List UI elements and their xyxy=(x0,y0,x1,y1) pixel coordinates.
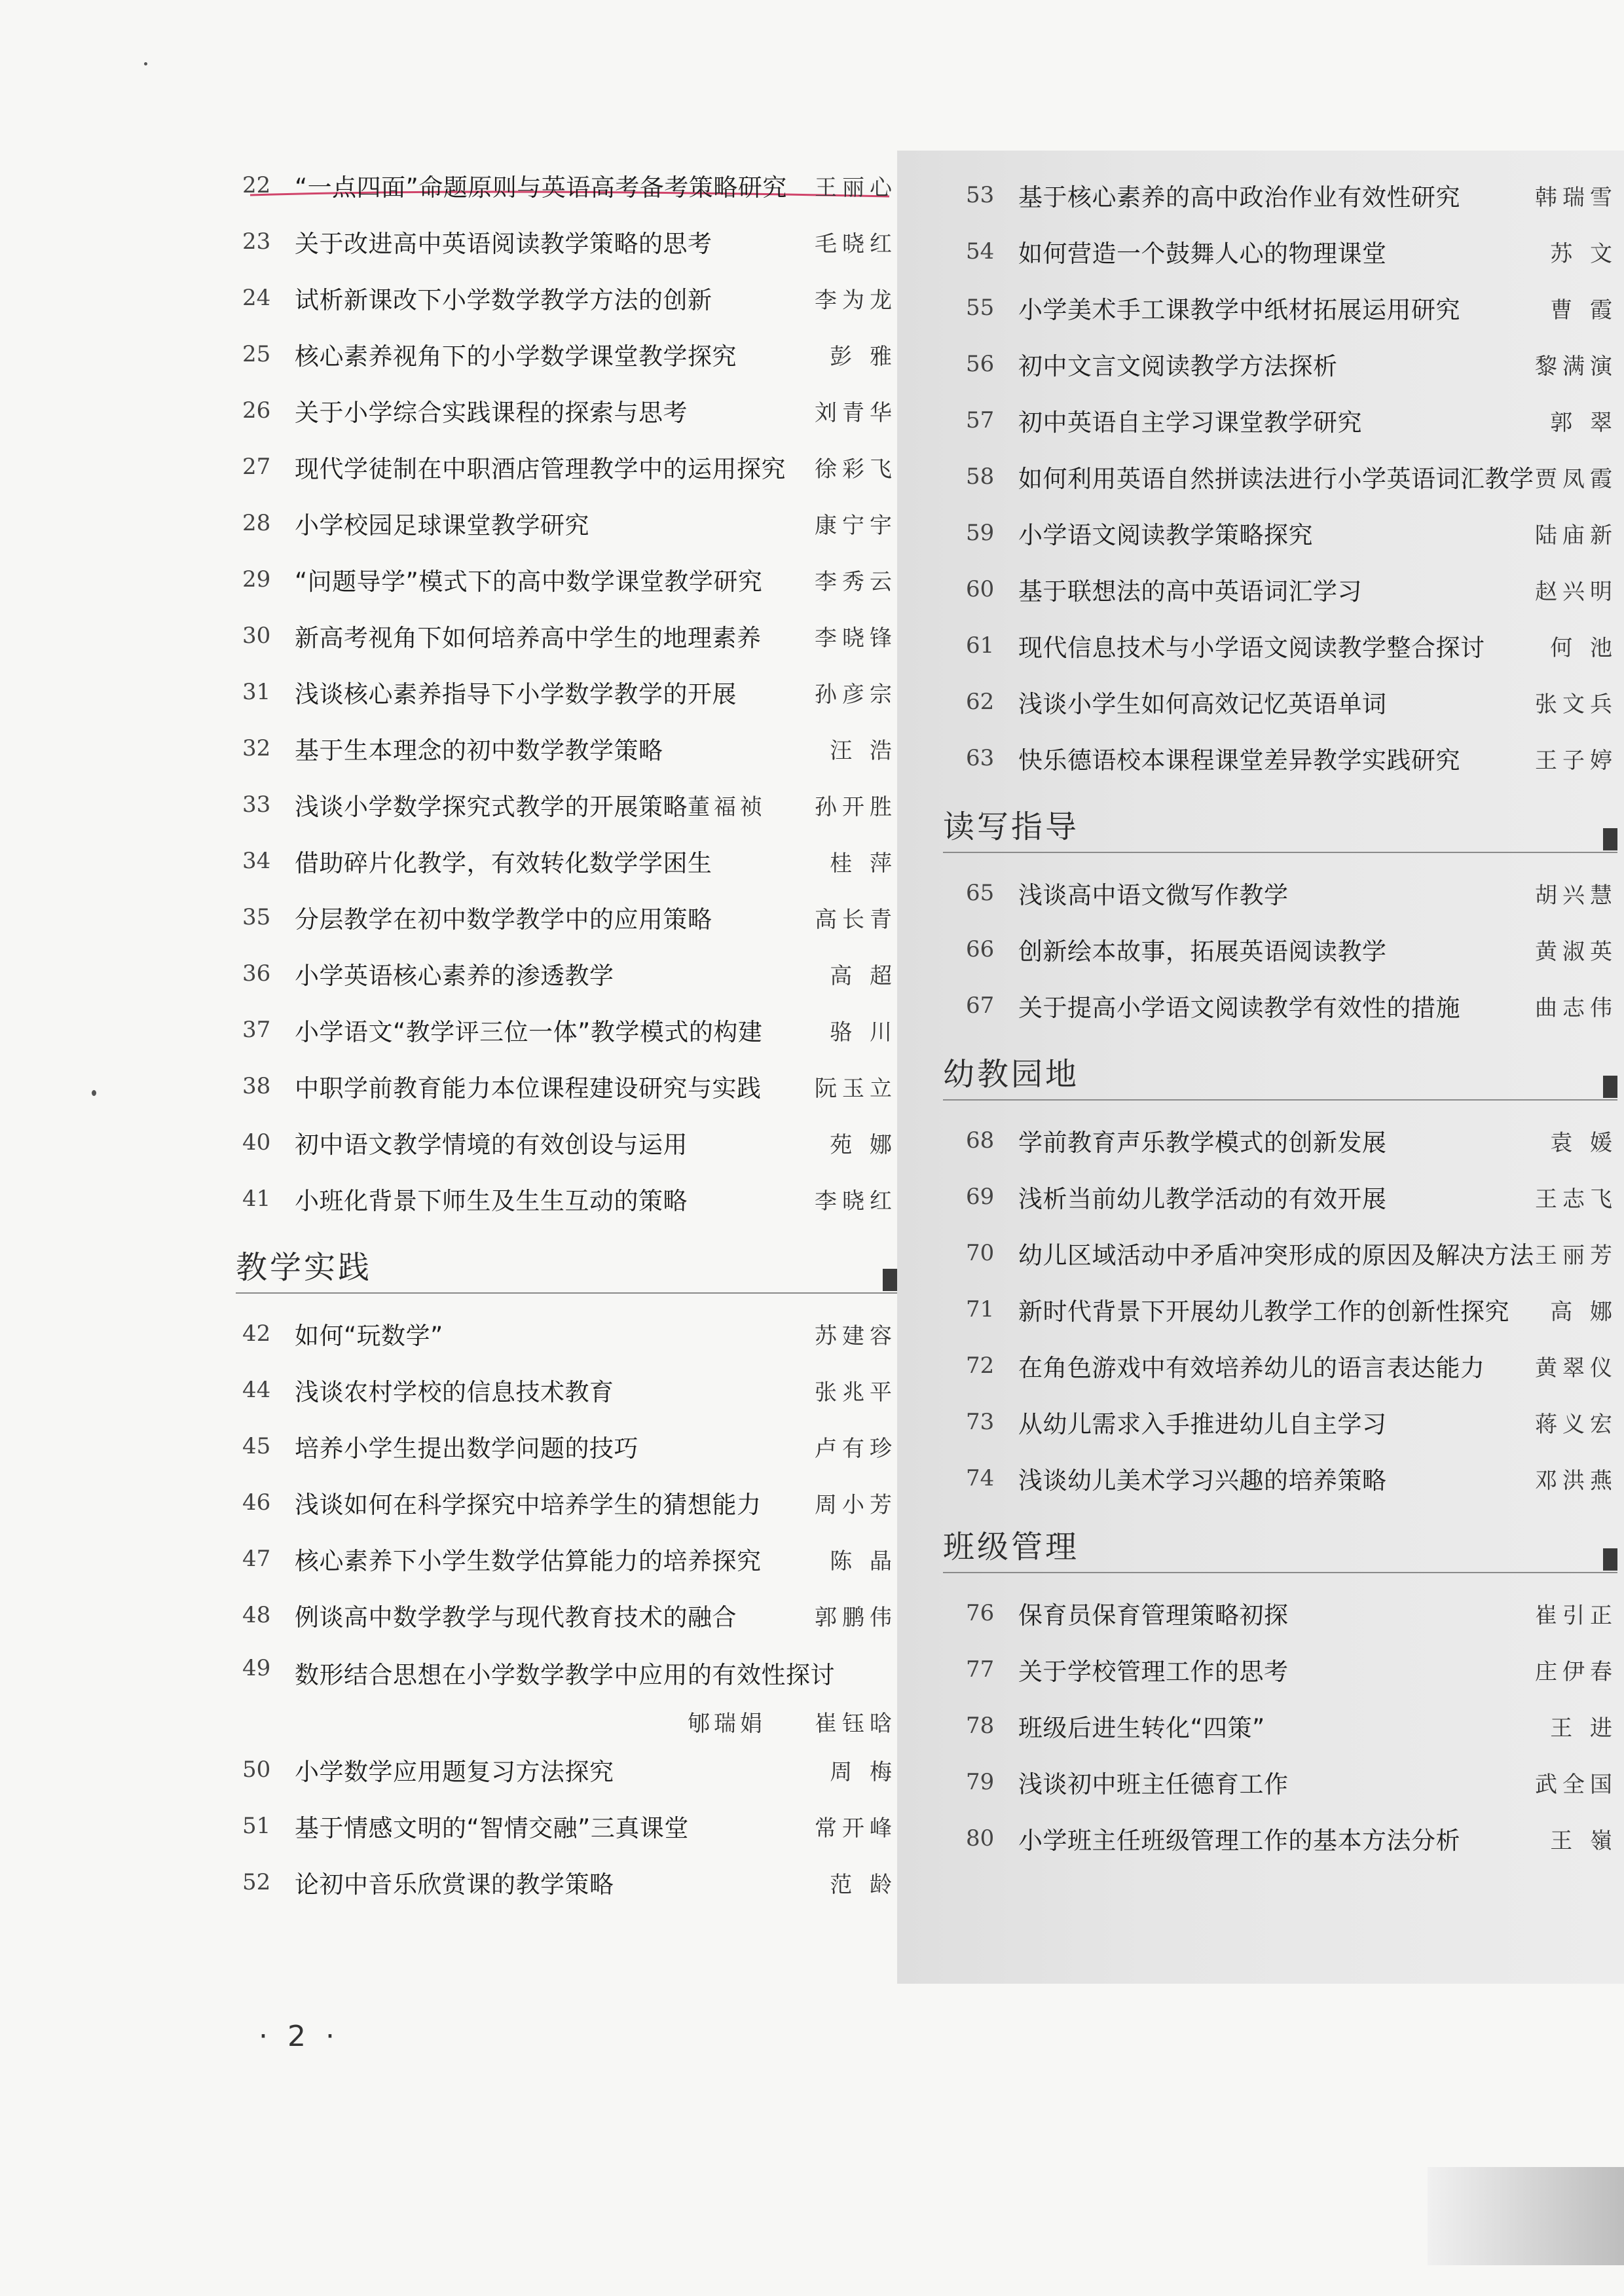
entry-author: 周小芳 xyxy=(815,1491,897,1518)
toc-entry[interactable] xyxy=(223,1171,897,1227)
entry-page-number: 44 xyxy=(242,1377,271,1403)
entry-page-number: 50 xyxy=(242,1757,271,1783)
toc-entry[interactable] xyxy=(930,1641,1617,1698)
toc-entry[interactable] xyxy=(223,1114,897,1171)
toc-entry[interactable] xyxy=(223,1531,897,1587)
entry-author: 崔钰晗 xyxy=(815,1711,897,1737)
toc-entry[interactable] xyxy=(223,945,897,1002)
entry-title: 核心素养视角下的小学数学课堂教学探究 xyxy=(295,342,737,371)
toc-entry[interactable] xyxy=(930,1281,1617,1338)
toc-entry[interactable] xyxy=(223,495,897,551)
toc-entry[interactable] xyxy=(223,1741,897,1798)
entry-page-number: 74 xyxy=(966,1465,995,1491)
entry-author: 桂 萍 xyxy=(830,850,897,877)
entry-author: 毛晓红 xyxy=(815,230,897,257)
toc-entry[interactable] xyxy=(223,1854,897,1910)
entry-author: 张文兵 xyxy=(1535,691,1617,718)
toc-entry[interactable] xyxy=(223,270,897,326)
entry-author: 武全国 xyxy=(1535,1771,1617,1798)
toc-entry[interactable] xyxy=(930,1698,1617,1754)
entry-page-number: 55 xyxy=(966,295,995,321)
toc-entry[interactable] xyxy=(223,439,897,495)
entry-title: 基于生本理念的初中数学教学策略 xyxy=(295,737,663,765)
scan-speck xyxy=(92,1090,96,1096)
toc-entry[interactable] xyxy=(223,1305,897,1362)
section-title: 教学实践 xyxy=(236,1249,373,1286)
toc-entry[interactable] xyxy=(223,1587,897,1643)
entry-page-number: 31 xyxy=(242,679,271,705)
toc-entry[interactable] xyxy=(930,1585,1617,1641)
entry-page-number: 62 xyxy=(966,689,995,715)
entry-author: 王 嶺 xyxy=(1550,1827,1617,1854)
entry-page-number: 38 xyxy=(242,1073,271,1099)
entry-page-number: 46 xyxy=(242,1489,271,1516)
entry-page-number: 65 xyxy=(966,880,995,906)
entry-page-number: 69 xyxy=(966,1184,995,1210)
entry-title: 幼儿区域活动中矛盾冲突形成的原因及解决方法 xyxy=(1018,1241,1534,1269)
toc-entry[interactable] xyxy=(930,392,1617,448)
entry-author: 周 梅 xyxy=(830,1758,897,1785)
section-marker xyxy=(1603,828,1617,850)
entry-author: 黄翠仪 xyxy=(1535,1355,1617,1381)
entry-page-number: 29 xyxy=(242,566,271,592)
toc-entry[interactable] xyxy=(930,921,1617,977)
entry-coauthor: 郇瑞娟 xyxy=(688,1711,766,1737)
toc-entry[interactable] xyxy=(930,448,1617,505)
entry-title: 创新绘本故事，拓展英语阅读教学 xyxy=(1018,938,1387,966)
toc-list-teaching xyxy=(223,1305,897,1910)
toc-entry[interactable] xyxy=(930,1225,1617,1281)
toc-list-preschool xyxy=(930,1112,1617,1506)
entry-author: 阮玉立 xyxy=(815,1075,897,1102)
toc-entry[interactable] xyxy=(930,977,1617,1034)
toc-entry[interactable] xyxy=(930,336,1617,392)
entry-title: 借助碎片化教学，有效转化数学学困生 xyxy=(295,849,712,877)
toc-entry[interactable] xyxy=(930,1112,1617,1169)
toc-entry[interactable] xyxy=(223,1418,897,1474)
entry-author: 孙开胜 xyxy=(815,793,897,820)
entry-title: 快乐德语校本课程课堂差异教学实践研究 xyxy=(1018,746,1460,774)
entry-author: 卢有珍 xyxy=(815,1435,897,1462)
entry-title: 小学班主任班级管理工作的基本方法分析 xyxy=(1018,1827,1460,1855)
entry-author: 刘青华 xyxy=(815,399,897,426)
entry-page-number: 68 xyxy=(966,1127,995,1154)
toc-entry[interactable] xyxy=(930,674,1617,730)
page-number: · 2 · xyxy=(259,2020,340,2053)
toc-entry[interactable] xyxy=(930,1450,1617,1506)
entry-page-number: 54 xyxy=(966,238,995,264)
entry-title: 关于小学综合实践课程的探索与思考 xyxy=(295,399,688,427)
entry-author: 赵兴明 xyxy=(1535,578,1617,605)
entry-author: 苑 娜 xyxy=(830,1131,897,1158)
section-header-teaching xyxy=(223,1227,897,1305)
entry-author: 王 进 xyxy=(1550,1715,1617,1741)
entry-page-number: 35 xyxy=(242,904,271,930)
toc-list-reading xyxy=(930,865,1617,1034)
entry-page-number: 57 xyxy=(966,407,995,433)
toc-entry[interactable] xyxy=(223,776,897,833)
entry-title: 关于学校管理工作的思考 xyxy=(1018,1658,1289,1686)
entry-page-number: 40 xyxy=(242,1129,271,1156)
entry-page-number: 28 xyxy=(242,510,271,536)
entry-page-number: 73 xyxy=(966,1409,995,1435)
toc-entry[interactable] xyxy=(930,1394,1617,1450)
toc-entry[interactable] xyxy=(223,608,897,664)
entry-page-number: 48 xyxy=(242,1602,271,1628)
entry-author: 高 娜 xyxy=(1550,1298,1617,1325)
entry-author: 胡兴慧 xyxy=(1535,882,1617,909)
toc-entry[interactable] xyxy=(930,223,1617,280)
entry-title: 基于情感文明的“智情交融”三真课堂 xyxy=(295,1814,689,1842)
section-title: 读写指导 xyxy=(943,809,1080,845)
section-marker xyxy=(883,1269,897,1291)
toc-entry[interactable] xyxy=(930,1338,1617,1394)
entry-title: 浅谈高中语文微写作教学 xyxy=(1018,881,1289,909)
entry-title: 小学英语核心素养的渗透教学 xyxy=(295,962,614,990)
entry-author: 陈 晶 xyxy=(830,1548,897,1575)
entry-page-number: 45 xyxy=(242,1433,271,1459)
entry-title: 初中英语自主学习课堂教学研究 xyxy=(1018,409,1362,437)
scan-edge-shadow xyxy=(1428,2167,1624,2265)
toc-entry[interactable] xyxy=(223,833,897,889)
entry-page-number: 49 xyxy=(242,1655,271,1681)
entry-author: 李为龙 xyxy=(815,287,897,314)
entry-title: 如何“玩数学” xyxy=(295,1322,443,1350)
entry-author: 徐彩飞 xyxy=(815,456,897,483)
entry-author: 王志飞 xyxy=(1535,1186,1617,1212)
entry-title: 基于联想法的高中英语词汇学习 xyxy=(1018,577,1362,606)
entry-author: 李晓红 xyxy=(815,1188,897,1214)
toc-left-column xyxy=(223,157,897,1910)
toc-entry[interactable] xyxy=(223,213,897,270)
entry-page-number: 53 xyxy=(966,182,995,208)
entry-title: 核心素养下小学生数学估算能力的培养探究 xyxy=(295,1547,762,1575)
entry-title: 如何利用英语自然拼读法进行小学英语词汇教学 xyxy=(1018,465,1534,493)
entry-author: 曲志伟 xyxy=(1535,994,1617,1021)
entry-author: 孙彦宗 xyxy=(815,681,897,708)
entry-title: 例谈高中数学教学与现代教育技术的融合 xyxy=(295,1603,737,1631)
entry-author: 崔引正 xyxy=(1535,1602,1617,1629)
entry-page-number: 56 xyxy=(966,351,995,377)
entry-page-number: 78 xyxy=(966,1713,995,1739)
toc-list-left-top xyxy=(223,157,897,1227)
entry-title: 学前教育声乐教学模式的创新发展 xyxy=(1018,1129,1387,1157)
entry-title: 小学语文阅读教学策略探究 xyxy=(1018,521,1313,549)
entry-page-number: 77 xyxy=(966,1656,995,1683)
entry-page-number: 76 xyxy=(966,1600,995,1626)
entry-author: 何 池 xyxy=(1550,634,1617,661)
entry-title: 浅谈如何在科学探究中培养学生的猜想能力 xyxy=(295,1491,762,1519)
entry-page-number: 80 xyxy=(966,1825,995,1851)
section-header-reading xyxy=(930,786,1617,865)
entry-page-number: 32 xyxy=(242,735,271,761)
toc-entry[interactable] xyxy=(223,1058,897,1114)
entry-author: 黎满演 xyxy=(1535,353,1617,380)
entry-author: 李晓锋 xyxy=(815,625,897,651)
toc-entry[interactable] xyxy=(223,1643,897,1741)
section-marker xyxy=(1603,1548,1617,1571)
entry-author: 蒋义宏 xyxy=(1535,1411,1617,1438)
entry-title: “问题导学”模式下的高中数学课堂教学研究 xyxy=(295,568,763,596)
toc-entry[interactable] xyxy=(930,617,1617,674)
entry-author: 范 龄 xyxy=(830,1871,897,1898)
entry-author: 王子婷 xyxy=(1535,747,1617,774)
entry-title: 基于核心素养的高中政治作业有效性研究 xyxy=(1018,183,1460,211)
entry-page-number: 23 xyxy=(242,228,271,255)
entry-author: 常开峰 xyxy=(815,1815,897,1842)
entry-title: 初中语文教学情境的有效创设与运用 xyxy=(295,1131,688,1159)
entry-title: 分层教学在初中数学教学中的应用策略 xyxy=(295,905,712,934)
entry-title: 小学语文“教学评三位一体”教学模式的构建 xyxy=(295,1018,763,1046)
entry-page-number: 37 xyxy=(242,1017,271,1043)
toc-entry[interactable] xyxy=(930,561,1617,617)
toc-entry[interactable] xyxy=(223,664,897,720)
entry-title: 初中文言文阅读教学方法探析 xyxy=(1018,352,1338,380)
entry-title: 班级后进生转化“四策” xyxy=(1018,1714,1265,1742)
toc-list-class xyxy=(930,1585,1617,1867)
entry-author: 高长青 xyxy=(815,906,897,933)
entry-title: “一点四面”命题原则与英语高考备考策略研究 xyxy=(295,173,787,202)
entry-title: 从幼儿需求入手推进幼儿自主学习 xyxy=(1018,1410,1387,1438)
section-title: 班级管理 xyxy=(943,1529,1080,1565)
entry-title: 小学美术手工课教学中纸材拓展运用研究 xyxy=(1018,296,1460,324)
entry-title: 浅谈小学生如何高效记忆英语单词 xyxy=(1018,690,1387,718)
entry-page-number: 71 xyxy=(966,1296,995,1322)
entry-page-number: 61 xyxy=(966,632,995,659)
toc-entry[interactable] xyxy=(930,280,1617,336)
entry-title: 小班化背景下师生及生生互动的策略 xyxy=(295,1187,688,1215)
entry-page-number: 51 xyxy=(242,1813,271,1839)
entry-page-number: 36 xyxy=(242,960,271,987)
entry-coauthor: 董福祯 xyxy=(688,793,766,820)
entry-title: 关于改进高中英语阅读教学策略的思考 xyxy=(295,230,712,258)
entry-title: 保育员保育管理策略初探 xyxy=(1018,1601,1289,1630)
entry-author: 邓洪燕 xyxy=(1535,1467,1617,1494)
entry-page-number: 63 xyxy=(966,745,995,771)
section-rule xyxy=(236,1292,897,1294)
toc-entry[interactable] xyxy=(223,326,897,382)
entry-title: 浅谈小学数学探究式教学的开展策略 xyxy=(295,793,688,821)
entry-title: 浅谈幼儿美术学习兴趣的培养策略 xyxy=(1018,1467,1387,1495)
entry-title: 论初中音乐欣赏课的教学策略 xyxy=(295,1870,614,1899)
entry-title: 浅谈核心素养指导下小学数学教学的开展 xyxy=(295,680,737,708)
entry-author: 汪 浩 xyxy=(830,737,897,764)
toc-entry[interactable] xyxy=(223,551,897,608)
entry-page-number: 66 xyxy=(966,936,995,962)
toc-entry[interactable] xyxy=(223,1798,897,1854)
entry-author: 陆庙新 xyxy=(1535,522,1617,549)
entry-title: 浅析当前幼儿教学活动的有效开展 xyxy=(1018,1185,1387,1213)
entry-title: 如何营造一个鼓舞人心的物理课堂 xyxy=(1018,240,1387,268)
toc-entry[interactable] xyxy=(930,1810,1617,1867)
section-rule xyxy=(943,1572,1617,1573)
entry-page-number: 52 xyxy=(242,1869,271,1895)
entry-page-number: 47 xyxy=(242,1546,271,1572)
entry-page-number: 72 xyxy=(966,1353,995,1379)
entry-page-number: 79 xyxy=(966,1769,995,1795)
toc-entry[interactable] xyxy=(223,889,897,945)
entry-page-number: 59 xyxy=(966,520,995,546)
entry-title: 数形结合思想在小学数学教学中应用的有效性探讨 xyxy=(295,1661,835,1689)
entry-page-number: 24 xyxy=(242,285,271,311)
entry-title: 小学数学应用题复习方法探究 xyxy=(295,1758,614,1786)
entry-page-number: 41 xyxy=(242,1186,271,1212)
entry-author: 李秀云 xyxy=(815,568,897,595)
toc-entry[interactable] xyxy=(223,1362,897,1418)
toc-entry[interactable] xyxy=(223,1474,897,1531)
entry-title: 培养小学生提出数学问题的技巧 xyxy=(295,1434,638,1463)
entry-page-number: 26 xyxy=(242,397,271,424)
toc-list-right-top xyxy=(930,167,1617,786)
entry-author: 苏建容 xyxy=(815,1322,897,1349)
entry-author: 韩瑞雪 xyxy=(1535,184,1617,211)
section-rule xyxy=(943,852,1617,853)
entry-author: 庄伊春 xyxy=(1535,1658,1617,1685)
section-header-preschool xyxy=(930,1034,1617,1112)
entry-title: 现代信息技术与小学语文阅读教学整合探讨 xyxy=(1018,634,1485,662)
entry-page-number: 67 xyxy=(966,993,995,1019)
toc-entry[interactable] xyxy=(930,167,1617,223)
entry-title: 现代学徒制在中职酒店管理教学中的运用探究 xyxy=(295,455,786,483)
entry-title: 新高考视角下如何培养高中学生的地理素养 xyxy=(295,624,762,652)
entry-page-number: 30 xyxy=(242,623,271,649)
toc-entry[interactable] xyxy=(930,865,1617,921)
entry-title: 试析新课改下小学数学教学方法的创新 xyxy=(295,286,712,314)
entry-title: 中职学前教育能力本位课程建设研究与实践 xyxy=(295,1074,762,1102)
entry-title: 浅谈农村学校的信息技术教育 xyxy=(295,1378,614,1406)
entry-page-number: 34 xyxy=(242,848,271,874)
entry-title: 新时代背景下开展幼儿教学工作的创新性探究 xyxy=(1018,1298,1509,1326)
entry-page-number: 25 xyxy=(242,341,271,367)
entry-author: 苏 文 xyxy=(1550,240,1617,267)
entry-author: 骆 川 xyxy=(830,1019,897,1046)
section-title: 幼教园地 xyxy=(943,1056,1080,1093)
entry-author: 贾凤霞 xyxy=(1535,465,1617,492)
entry-page-number: 58 xyxy=(966,464,995,490)
toc-entry[interactable] xyxy=(930,1754,1617,1810)
entry-author: 郭鹏伟 xyxy=(815,1604,897,1631)
section-rule xyxy=(943,1099,1617,1101)
entry-page-number: 27 xyxy=(242,454,271,480)
entry-title: 浅谈初中班主任德育工作 xyxy=(1018,1770,1289,1798)
entry-author: 康宁宇 xyxy=(815,512,897,539)
entry-author: 袁 媛 xyxy=(1550,1129,1617,1156)
entry-page-number: 22 xyxy=(242,172,271,198)
section-marker xyxy=(1603,1076,1617,1098)
toc-entry[interactable] xyxy=(223,157,897,213)
scan-speck xyxy=(144,62,147,65)
entry-title: 关于提高小学语文阅读教学有效性的措施 xyxy=(1018,994,1460,1022)
entry-page-number: 70 xyxy=(966,1240,995,1266)
entry-author: 曹 霞 xyxy=(1550,297,1617,323)
entry-author: 郭 翠 xyxy=(1550,409,1617,436)
entry-author: 王丽心 xyxy=(815,174,897,201)
entry-page-number: 33 xyxy=(242,792,271,818)
entry-author: 黄淑英 xyxy=(1535,938,1617,965)
entry-author: 高 超 xyxy=(830,962,897,989)
toc-entry[interactable] xyxy=(930,1169,1617,1225)
entry-page-number: 60 xyxy=(966,576,995,602)
section-header-class xyxy=(930,1506,1617,1585)
toc-entry[interactable] xyxy=(223,1002,897,1058)
entry-title: 小学校园足球课堂教学研究 xyxy=(295,511,589,539)
toc-right-column xyxy=(930,167,1617,1867)
toc-entry[interactable] xyxy=(930,505,1617,561)
entry-author: 王丽芳 xyxy=(1535,1242,1617,1269)
toc-entry[interactable] xyxy=(223,720,897,776)
entry-author: 张兆平 xyxy=(815,1379,897,1406)
entry-title: 在角色游戏中有效培养幼儿的语言表达能力 xyxy=(1018,1354,1485,1382)
entry-page-number: 42 xyxy=(242,1321,271,1347)
entry-author: 彭 雅 xyxy=(830,343,897,370)
toc-entry[interactable] xyxy=(930,730,1617,786)
toc-entry[interactable] xyxy=(223,382,897,439)
